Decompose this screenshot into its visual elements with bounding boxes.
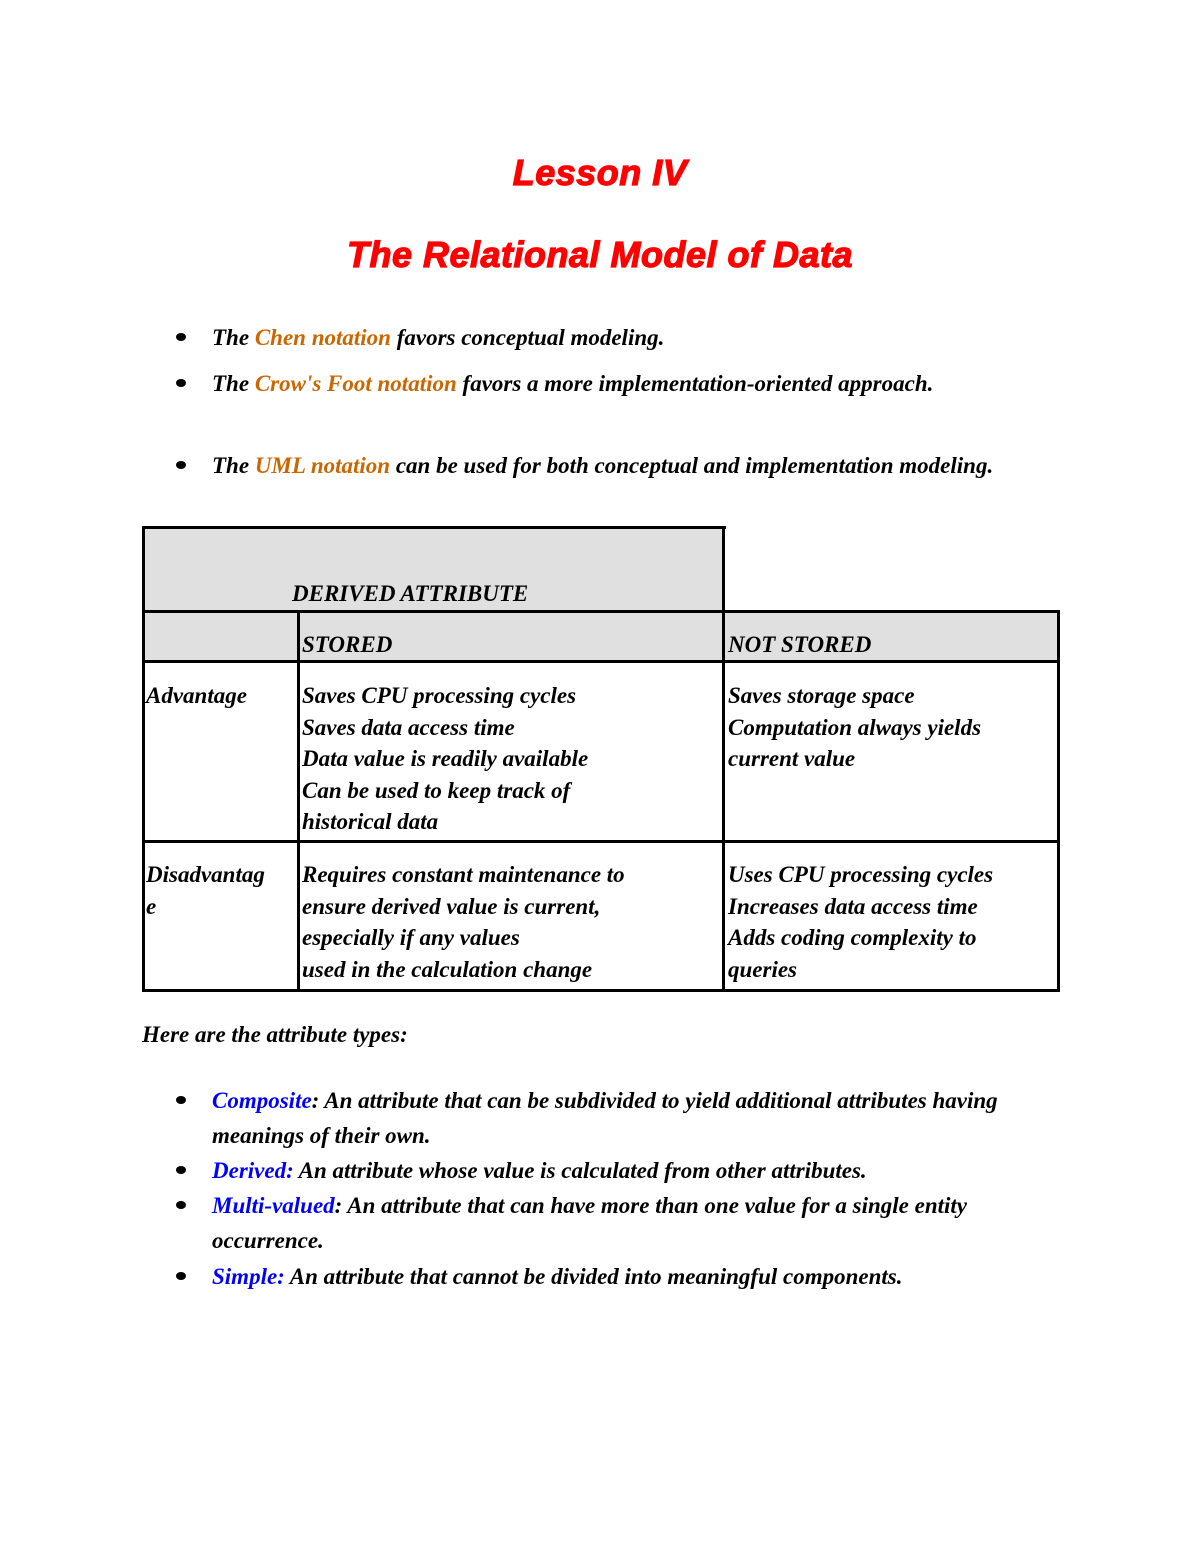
bullet-icon xyxy=(176,333,186,341)
bullet-icon xyxy=(176,379,186,387)
table-header-label: DERIVED ATTRIBUTE xyxy=(292,581,529,606)
attribute-definition: An attribute whose value is calculated from other attributes. xyxy=(293,1158,867,1183)
bullet-icon xyxy=(176,1166,186,1174)
attribute-term-simple: Simple: xyxy=(212,1264,285,1289)
list-item xyxy=(212,1188,1042,1258)
list-item xyxy=(212,1259,1042,1294)
table-header-cell xyxy=(142,526,724,612)
table-border xyxy=(142,840,1060,843)
bullet-icon xyxy=(176,1096,186,1104)
attribute-term-derived: Derived: xyxy=(212,1158,294,1183)
table-border xyxy=(142,610,1060,613)
table-border xyxy=(142,526,145,992)
list-item xyxy=(212,1153,1042,1188)
notation-prefix: The xyxy=(212,371,255,396)
derived-attribute-table xyxy=(142,526,1060,992)
attribute-definition: An attribute that cannot be divided into meaningful components. xyxy=(284,1264,903,1289)
notation-term-chen: Chen notation xyxy=(254,325,391,350)
notation-term-uml: UML notation xyxy=(254,453,391,478)
page-title: The Relational Model of Data xyxy=(346,234,854,275)
notation-description: can be used for both conceptual and implementation modeling. xyxy=(390,453,994,478)
attribute-term-composite: Composite xyxy=(212,1088,312,1113)
list-item xyxy=(212,448,1042,483)
notation-description: favors conceptual modeling. xyxy=(390,325,665,350)
column-header-not-stored: NOT STORED xyxy=(728,632,872,657)
column-header-row xyxy=(142,612,1058,662)
attribute-types-intro: Here are the attribute types: xyxy=(142,1022,408,1047)
table-border xyxy=(297,610,300,992)
disadvantage-not-stored-cell: Uses CPU processing cycles Increases data access time Adds coding complexity to queries xyxy=(728,862,994,982)
notation-prefix: The xyxy=(212,325,255,350)
attribute-definition: : An attribute that can have more than one value for a single entity occurrence. xyxy=(212,1193,967,1253)
row-label-disadvantage: Disadvantag e xyxy=(146,862,265,919)
bullet-icon xyxy=(176,461,186,469)
attribute-term-multi-valued: Multi-valued xyxy=(212,1193,335,1218)
list-item xyxy=(212,1083,1042,1153)
table-border xyxy=(142,660,1060,663)
disadvantage-stored-cell: Requires constant maintenance to ensure derived value is current, especially if any values used in the calculation change xyxy=(302,862,625,982)
list-item xyxy=(212,320,1042,355)
table-border xyxy=(722,526,725,612)
attribute-definition: : An attribute that can be subdivided to yield additional attributes having meanings of their own. xyxy=(212,1088,998,1148)
list-item xyxy=(212,366,1042,401)
bullet-icon xyxy=(176,1201,186,1209)
advantage-stored-cell: Saves CPU processing cycles Saves data access time Data value is readily available Can be used to keep track of historical data xyxy=(302,683,589,834)
table-border xyxy=(142,526,726,529)
notation-term-crows-foot: Crow's Foot notation xyxy=(254,371,457,396)
advantage-not-stored-cell: Saves storage space Computation always yields current value xyxy=(728,683,982,771)
table-border xyxy=(142,989,1060,992)
bullet-icon xyxy=(176,1272,186,1280)
table-border xyxy=(722,610,725,992)
row-label-advantage: Advantage xyxy=(146,683,247,708)
notation-description: favors a more implementation-oriented approach. xyxy=(456,371,934,396)
notation-prefix: The xyxy=(212,453,255,478)
column-header-stored: STORED xyxy=(302,632,393,657)
lesson-title: Lesson IV xyxy=(512,152,688,193)
table-border xyxy=(1057,610,1060,992)
